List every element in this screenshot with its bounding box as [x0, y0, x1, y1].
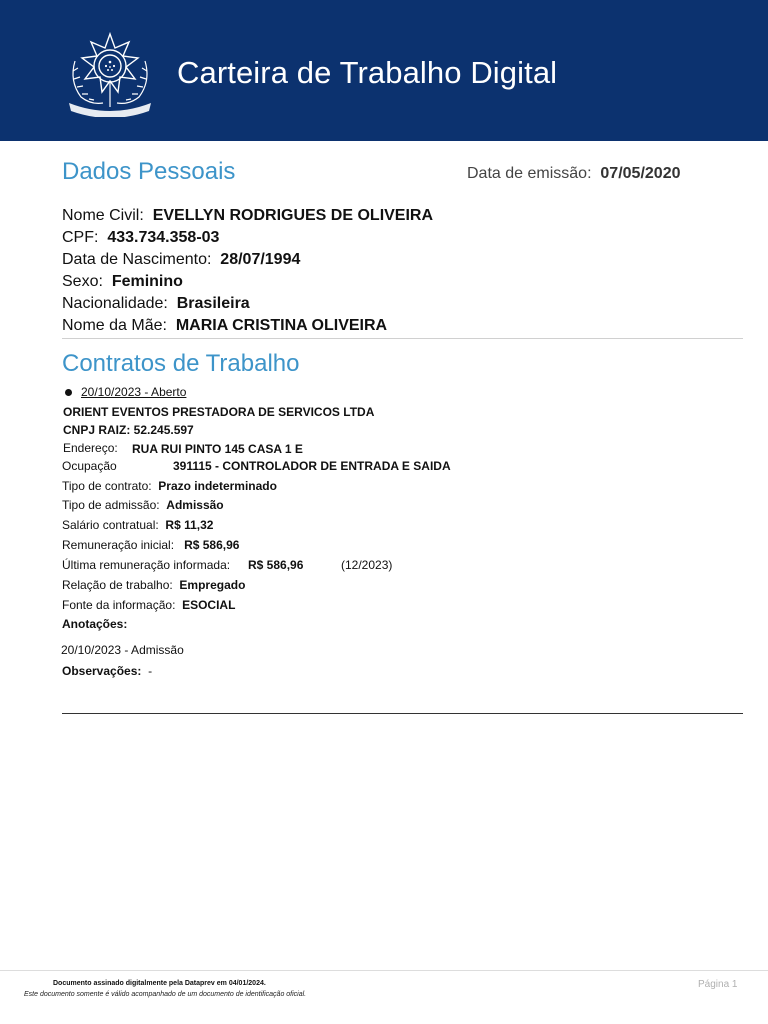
brazil-coat-of-arms-icon — [63, 31, 157, 117]
nationality-label: Nacionalidade: — [62, 295, 168, 312]
app-title: Carteira de Trabalho Digital — [177, 55, 558, 90]
relation-value: Empregado — [179, 578, 246, 592]
field-mother-name — [62, 317, 387, 335]
birth-value: 28/07/1994 — [220, 251, 301, 268]
bullet-icon — [65, 389, 72, 396]
observations-value: - — [148, 664, 153, 678]
observations-label: Observações: — [62, 664, 142, 678]
section-divider — [62, 338, 743, 339]
company-name-value: ORIENT EVENTOS PRESTADORA DE SERVICOS LTDA — [63, 405, 375, 419]
last-pay-label: Última remuneração informada: — [62, 558, 231, 572]
contract-divider — [62, 713, 743, 714]
birth-label: Data de Nascimento: — [62, 251, 212, 268]
work-relation — [62, 578, 245, 592]
cpf-value: 433.734.358-03 — [107, 229, 220, 246]
name-label: Nome Civil: — [62, 207, 144, 224]
contract-type-label: Tipo de contrato: — [62, 479, 152, 493]
occupation-label: Ocupação — [62, 459, 117, 473]
initial-pay-label: Remuneração inicial: — [62, 538, 175, 552]
admission-type-label: Tipo de admissão: — [62, 498, 160, 512]
sex-label: Sexo: — [62, 273, 103, 290]
address-value — [132, 442, 303, 456]
field-name — [62, 207, 433, 225]
field-nationality — [62, 295, 250, 313]
page-number: Página 1 — [698, 979, 738, 990]
emission-date — [467, 165, 680, 183]
personal-data-heading: Dados Pessoais — [62, 158, 236, 185]
annotations-heading — [62, 617, 127, 631]
occupation-text: 391115 - CONTROLADOR DE ENTRADA E SAIDA — [173, 459, 451, 473]
last-pay-period: (12/2023) — [341, 558, 393, 572]
salary-label: Salário contratual: — [62, 518, 159, 532]
last-pay-amount: R$ 586,96 — [248, 558, 304, 572]
address-label: Endereço: — [63, 441, 118, 455]
sex-value: Feminino — [111, 273, 183, 290]
observations — [62, 664, 152, 678]
last-pay — [62, 558, 230, 572]
emission-label: Data de emissão: — [467, 165, 592, 182]
relation-label: Relação de trabalho: — [62, 578, 173, 592]
field-sex — [62, 273, 183, 291]
source-label: Fonte da informação: — [62, 598, 176, 612]
contracts-heading: Contratos de Trabalho — [62, 350, 300, 377]
occupation-value — [173, 459, 451, 473]
initial-pay-value: R$ 586,96 — [184, 538, 240, 552]
last-pay-value — [248, 558, 303, 572]
name-value: EVELLYN RODRIGUES DE OLIVEIRA — [152, 207, 434, 224]
company-name — [63, 405, 374, 419]
annotations-label: Anotações: — [62, 617, 128, 631]
salary-value: R$ 11,32 — [165, 518, 214, 532]
salary — [62, 518, 213, 532]
nationality-value: Brasileira — [176, 295, 250, 312]
admission-type — [62, 498, 224, 512]
info-source — [62, 598, 235, 612]
mother-label: Nome da Mãe: — [62, 317, 167, 334]
emission-value: 07/05/2020 — [600, 165, 681, 182]
cpf-label: CPF: — [62, 229, 99, 246]
source-value: ESOCIAL — [182, 598, 236, 612]
address-text: RUA RUI PINTO 145 CASA 1 E — [132, 442, 303, 456]
initial-pay — [62, 538, 239, 552]
admission-type-value: Admissão — [166, 498, 224, 512]
contract-type-value: Prazo indeterminado — [158, 479, 277, 493]
cnpj-value: CNPJ RAIZ: 52.245.597 — [63, 423, 194, 437]
contract-type — [62, 479, 277, 493]
annotation-entry: 20/10/2023 - Admissão — [61, 643, 184, 657]
field-birth-date — [62, 251, 300, 269]
contract-date-status[interactable]: 20/10/2023 - Aberto — [81, 385, 187, 399]
header-banner — [0, 0, 768, 141]
field-cpf — [62, 229, 219, 247]
mother-value: MARIA CRISTINA OLIVEIRA — [175, 317, 388, 334]
footer-validity-note: Este documento somente é válido acompanhado de um documento de identificação oficial. — [24, 991, 307, 998]
cnpj — [63, 423, 194, 437]
footer-signature-note: Documento assinado digitalmente pela Dataprev em 04/01/2024. — [53, 980, 266, 987]
footer-divider — [0, 970, 768, 971]
